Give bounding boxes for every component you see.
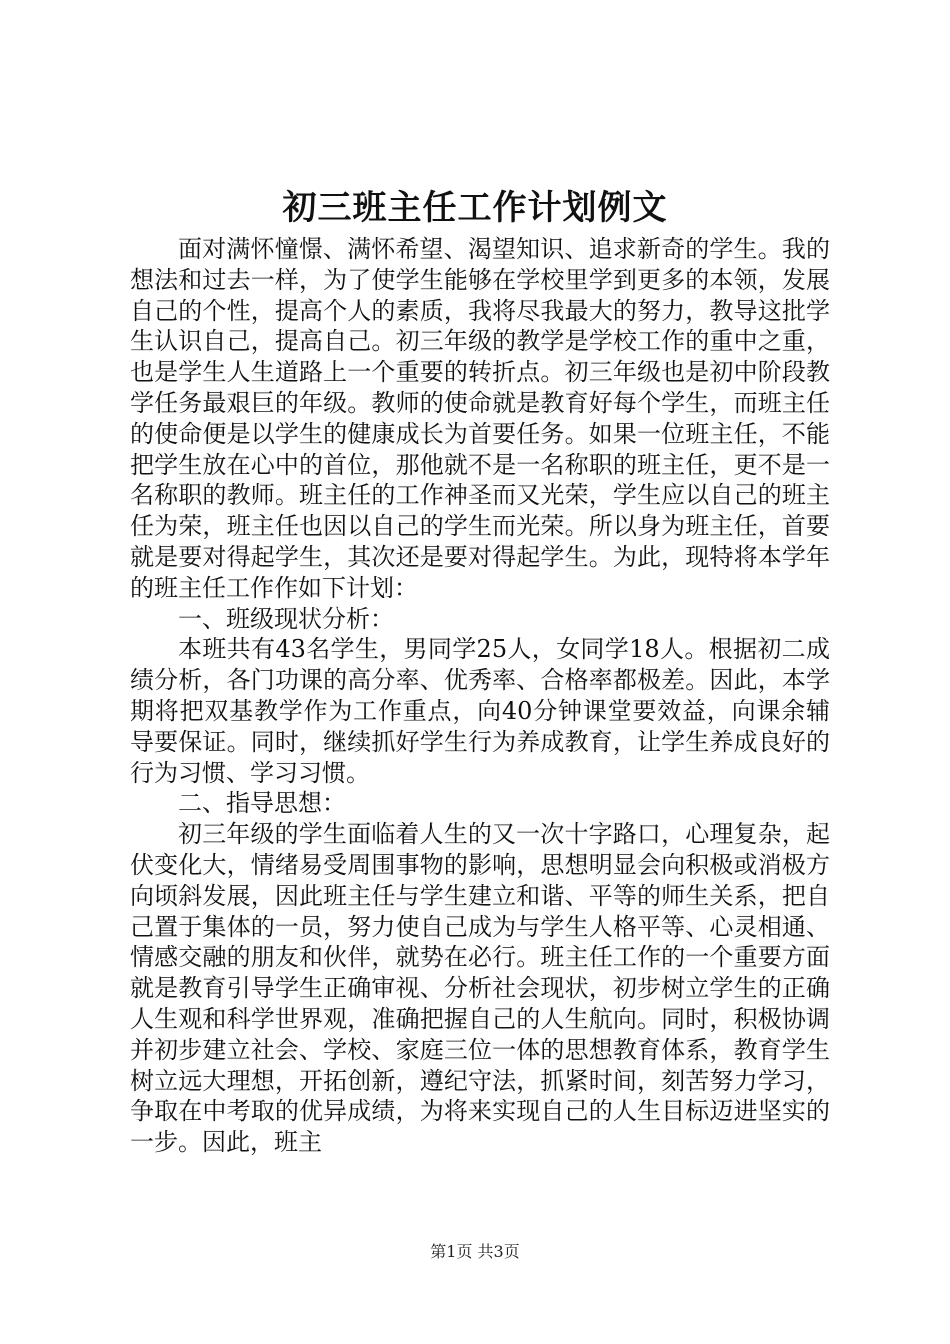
document-body <box>130 234 830 1158</box>
paragraph-intro: 面对满怀憧憬、满怀希望、渴望知识、追求新奇的学生。我的想法和过去一样，为了使学生能够在学校里学到更多的本领，发展自己的个性，提高个人的素质，我将尽我最大的努力，教导这批学生认识自己，提高自己。初三年级的教学是学校工作的重中之重，也是学生人生道路上一个重要的转折点。初三年级也是初中阶段教学任务最艰巨的年级。教师的使命就是教育好每个学生，而班主任的使命便是以学生的健康成长为首要任务。如果一位班主任，不能把学生放在心中的首位，那他就不是一名称职的班主任，更不是一名称职的教师。班主任的工作神圣而又光荣，学生应以自己的班主任为荣，班主任也因以自己的学生而光荣。所以身为班主任，首要就是要对得起学生，其次还是要对得起学生。为此，现特将本学年的班主任工作作如下计划： <box>130 235 830 602</box>
page-number-footer: 第1页 共3页 <box>430 1242 520 1261</box>
section-heading-guiding-ideology: 二、指导思想： <box>178 789 346 818</box>
paragraph-class-status: 本班共有43名学生，男同学25人，女同学18人。根据初二成绩分析，各门功课的高分率、优秀率、合格率都极差。因此，本学期将把双基教学作为工作重点，向40分钟课堂要效益，向课余辅导要保证。同时，继续抓好学生行为养成教育，让学生养成良好的行为习惯、学习习惯。 <box>130 635 830 787</box>
paragraph-guiding-ideology: 初三年级的学生面临着人生的又一次十字路口，心理复杂，起伏变化大，情绪易受周围事物的影响，思想明显会向积极或消极方向顷斜发展，因此班主任与学生建立和谐、平等的师生关系，把自己置于集体的一员，努力使自己成为与学生人格平等、心灵相通、情感交融的朋友和伙伴，就势在必行。班主任工作的一个重要方面就是教育引导学生正确审视、分析社会现状，初步树立学生的正确人生观和科学世界观，准确把握自己的人生航向。同时，积极协调并初步建立社会、学校、家庭三位一体的思想教育体系，教育学生树立远大理想，开拓创新，遵纪守法，抓紧时间，刻苦努力学习，争取在中考取的优异成绩，为将来实现自己的人生目标迈进坚实的一步。因此，班主 <box>130 820 830 1157</box>
section-heading-class-status: 一、班级现状分析： <box>178 604 394 633</box>
page-title: 初三班主任工作计划例文 <box>282 188 668 228</box>
